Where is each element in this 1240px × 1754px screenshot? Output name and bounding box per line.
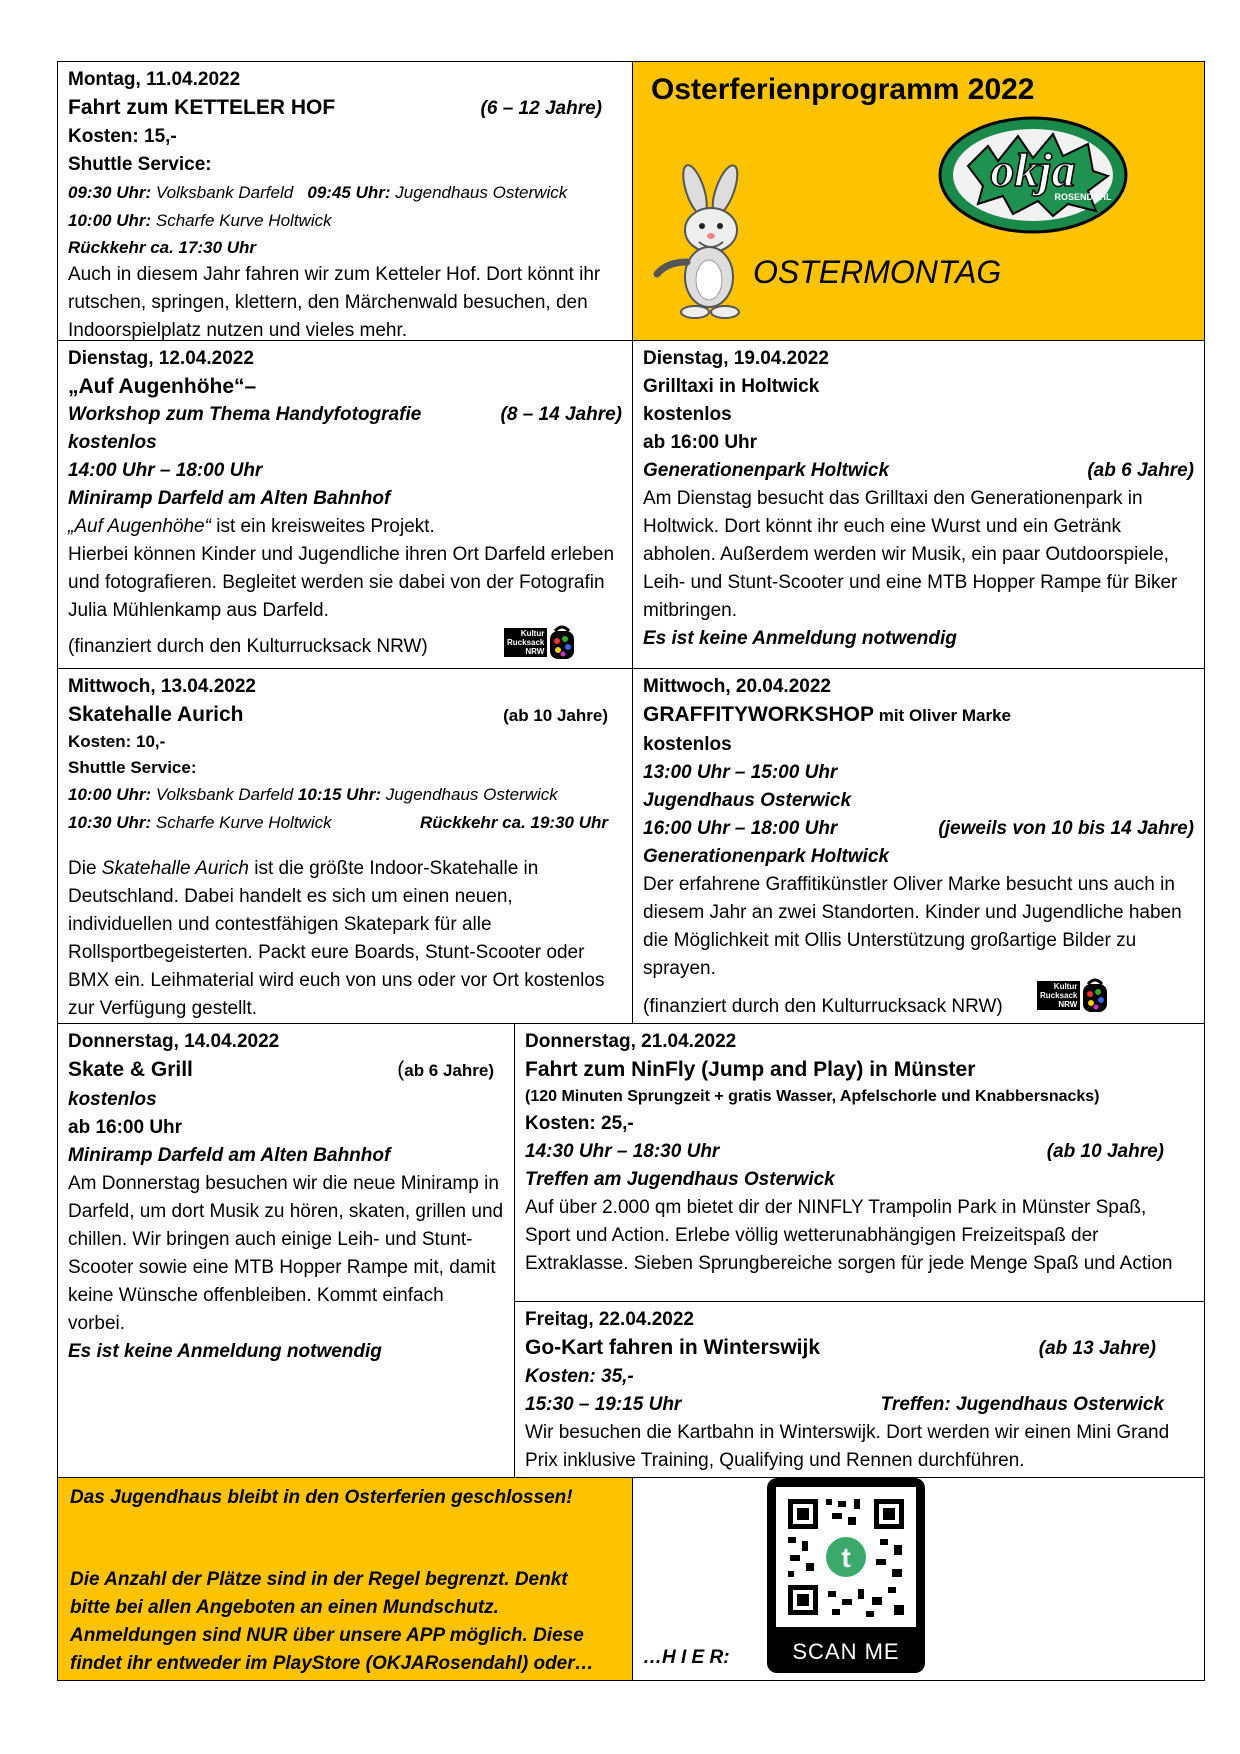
event-date: Dienstag, 12.04.2022: [68, 348, 254, 369]
event-date: Mittwoch, 20.04.2022: [643, 676, 831, 697]
ostermontag-label: OSTERMONTAG: [753, 254, 1002, 290]
program-header: [632, 61, 1205, 341]
event-description: Auf über 2.000 qm bietet dir der NINFLY Trampolin Park in Münster Spaß, Sport und Action. Erlebe völlig wetterunabhängigen Freizeitspaß der Extraklasse. Sieben Sprungbereiche sorgen für jede Menge Spaß und Action: [525, 1197, 1173, 1274]
shuttle-line-1: 09:30 Uhr: Volksbank Darfeld 09:45 Uhr: Jugendhaus Osterwick: [68, 183, 568, 202]
event-cost: Kosten: 10,-: [68, 732, 166, 751]
event-description: Auch in diesem Jahr fahren wir zum Ketteler Hof. Dort könnt ihr rutschen, springen, klettern, den Märchenwald besuchen, den Indoorspielplatz nutzen und vieles mehr.: [68, 264, 601, 341]
program-title: Osterferienprogramm 2022: [651, 73, 1035, 106]
event-place: Miniramp Darfeld am Alten Bahnhof: [68, 488, 391, 509]
event-funding: (finanziert durch den Kulturrucksack NRW): [68, 636, 428, 657]
easter-bunny-icon: [647, 162, 762, 322]
backpack-icon: [1080, 976, 1110, 1014]
footer-qr: [632, 1477, 1205, 1681]
event-tue-12: [57, 340, 633, 669]
event-age: (ab 6 Jahre): [1087, 460, 1194, 481]
event-age: (6 – 12 Jahre): [480, 98, 602, 119]
event-title: Skatehalle Aurich: [68, 703, 244, 726]
event-description: „Auf Augenhöhe“ ist ein kreisweites Projekt.: [68, 516, 435, 537]
event-date: Montag, 11.04.2022: [68, 69, 241, 90]
shuttle-line-2: 10:30 Uhr: Scharfe Kurve Holtwick Rückkehr ca. 19:30 Uhr: [68, 813, 608, 832]
event-wed-20: [632, 668, 1205, 1024]
kulturrucksack-logo: Kultur Rucksack NRW: [504, 623, 577, 661]
event-tue-19: [632, 340, 1205, 669]
event-note: Es ist keine Anmeldung notwendig: [643, 628, 957, 649]
event-fri-22: [514, 1301, 1205, 1478]
event-title: Skate & Grill: [68, 1058, 193, 1081]
event-wed-13: [57, 668, 633, 1024]
event-age: (ab 10 Jahre): [503, 706, 608, 725]
event-date: Freitag, 22.04.2022: [525, 1309, 694, 1330]
event-description: Am Donnerstag besuchen wir die neue Miniramp in Darfeld, um dort Musik zu hören, skaten, grillen und chillen. Wir bringen auch einige Leih- und Stunt-Scooter sowie eine MTB Hopper Rampe mit, damit keine Wünsche offenbleiben. Kommt einfach vorbei.: [68, 1173, 504, 1334]
event-cost: Kosten: 35,-: [525, 1366, 634, 1387]
event-age: (ab 6 Jahre): [397, 1058, 494, 1081]
event-title: GRAFFITYWORKSHOP mit Oliver Marke: [643, 703, 1012, 726]
event-subtitle: (120 Minuten Sprungzeit + gratis Wasser, Apfelschorle und Knabbersnacks): [525, 1088, 1100, 1105]
event-place: Generationenpark Holtwick: [643, 460, 890, 481]
shuttle-label: Shuttle Service:: [68, 758, 197, 777]
okja-logo-text: okja: [990, 144, 1076, 197]
event-place-1: Jugendhaus Osterwick: [643, 790, 852, 811]
event-age: (ab 13 Jahre): [1038, 1338, 1156, 1359]
event-cost: kostenlos: [643, 734, 732, 755]
event-cost: kostenlos: [643, 404, 732, 425]
event-time-2: 16:00 Uhr – 18:00 Uhr: [643, 818, 838, 839]
event-date: Donnerstag, 21.04.2022: [525, 1031, 737, 1052]
shuttle-line-1: 10:00 Uhr: Volksbank Darfeld 10:15 Uhr: Jugendhaus Osterwick: [68, 785, 558, 804]
scan-me-label: SCAN ME: [792, 1639, 900, 1664]
event-time: 14:30 Uhr – 18:30 Uhr: [525, 1141, 720, 1162]
okja-logo-sub: ROSENDAHL: [1054, 192, 1112, 202]
event-date: Mittwoch, 13.04.2022: [68, 676, 256, 697]
event-time: ab 16:00 Uhr: [68, 1117, 183, 1138]
event-place-2: Generationenpark Holtwick: [643, 846, 890, 867]
event-title: Fahrt zum KETTELER HOF: [68, 96, 336, 119]
event-meeting-point: Treffen am Jugendhaus Osterwick: [525, 1169, 835, 1190]
event-date: Dienstag, 19.04.2022: [643, 348, 829, 369]
event-time: 14:00 Uhr – 18:00 Uhr: [68, 460, 263, 481]
event-subtitle: Workshop zum Thema Handyfotografie: [68, 404, 422, 425]
event-age: (jeweils von 10 bis 14 Jahre): [938, 818, 1194, 839]
registration-info: Die Anzahl der Plätze sind in der Regel begrenzt. Denkt bitte bei allen Angeboten an einen Mundschutz. Anmeldungen sind NUR über unsere APP möglich. Diese findet ihr entweder im PlayStore (OKJARosendahl) oder…: [70, 1569, 594, 1674]
event-time: ab 16:00 Uhr: [643, 432, 758, 453]
okja-logo-icon: [938, 116, 1128, 234]
event-thu-14: [57, 1023, 515, 1478]
shuttle-line-2: 10:00 Uhr: Scharfe Kurve Holtwick: [68, 211, 332, 230]
event-cost: Kosten: 25,-: [525, 1113, 634, 1134]
event-description: Wir besuchen die Kartbahn in Winterswijk. Dort werden wir einen Mini Grand Prix inklusive Training, Qualifying und Rennen durchführen.: [525, 1422, 1170, 1471]
event-funding: (finanziert durch den Kulturrucksack NRW): [643, 996, 1003, 1017]
event-title: Grilltaxi in Holtwick: [643, 376, 820, 397]
event-description-2: Hierbei können Kinder und Jugendliche ihren Ort Darfeld erleben und fotografieren. Begleitet werden sie dabei von der Fotografin Julia Mühlenkamp aus Darfeld.: [68, 544, 615, 621]
svg-text:t: t: [841, 1542, 851, 1573]
event-thu-21: [514, 1023, 1205, 1302]
qr-code-card[interactable]: [767, 1478, 925, 1673]
qr-code-icon: [776, 1487, 916, 1627]
backpack-icon: [547, 623, 577, 661]
event-mon-11: [57, 61, 633, 341]
event-description: Am Dienstag besucht das Grilltaxi den Generationenpark in Holtwick. Dort könnt ihr euch eine Wurst und ein Getränk abholen. Außerdem werden wir Musik, ein paar Outdoorspiele, Leih- und Stunt-Scooter und eine MTB Hopper Rampe für Biker mitbringen.: [643, 488, 1178, 621]
event-cost: kostenlos: [68, 1089, 157, 1110]
event-time-1: 13:00 Uhr – 15:00 Uhr: [643, 762, 838, 783]
shuttle-label: Shuttle Service:: [68, 154, 212, 175]
event-age: (ab 10 Jahre): [1046, 1141, 1164, 1162]
shuttle-return: Rückkehr ca. 17:30 Uhr: [68, 238, 257, 257]
event-time: 15:30 – 19:15 Uhr: [525, 1394, 682, 1415]
event-cost: kostenlos: [68, 432, 157, 453]
event-age: (8 – 14 Jahre): [500, 404, 622, 425]
event-title: „Auf Augenhöhe“–: [68, 375, 257, 398]
event-date: Donnerstag, 14.04.2022: [68, 1031, 280, 1052]
event-cost: Kosten: 15,-: [68, 126, 177, 147]
event-meeting-point: Treffen: Jugendhaus Osterwick: [880, 1394, 1164, 1415]
kulturrucksack-logo: Kultur Rucksack NRW: [1037, 976, 1110, 1014]
event-title: Go-Kart fahren in Winterswijk: [525, 1336, 821, 1359]
event-description: Der erfahrene Graffitikünstler Oliver Marke besucht uns auch in diesem Jahr an zwei Standorten. Kinder und Jugendliche haben die Möglichkeit mit Ollis Unterstützung großartige Bilder zu sprayen.: [643, 874, 1182, 979]
event-note: Es ist keine Anmeldung notwendig: [68, 1341, 382, 1362]
event-place: Miniramp Darfeld am Alten Bahnhof: [68, 1145, 391, 1166]
closed-notice: Das Jugendhaus bleibt in den Osterferien geschlossen!: [70, 1487, 573, 1508]
event-description: Die Skatehalle Aurich ist die größte Indoor-Skatehalle in Deutschland. Dabei handelt es sich um einen neuen, individuellen und contestfähigen Skatepark für alle Rollsportbegeisterten. Packt eure Boards, Stunt-Scooter oder BMX ein. Leihmaterial wird euch von uns oder vor Ort kostenlos zur Verfügung gestellt.: [68, 858, 605, 1019]
footer-info: [57, 1477, 633, 1681]
event-title: Fahrt zum NinFly (Jump and Play) in Münster: [525, 1058, 976, 1081]
hier-label: …H I E R:: [643, 1647, 730, 1668]
